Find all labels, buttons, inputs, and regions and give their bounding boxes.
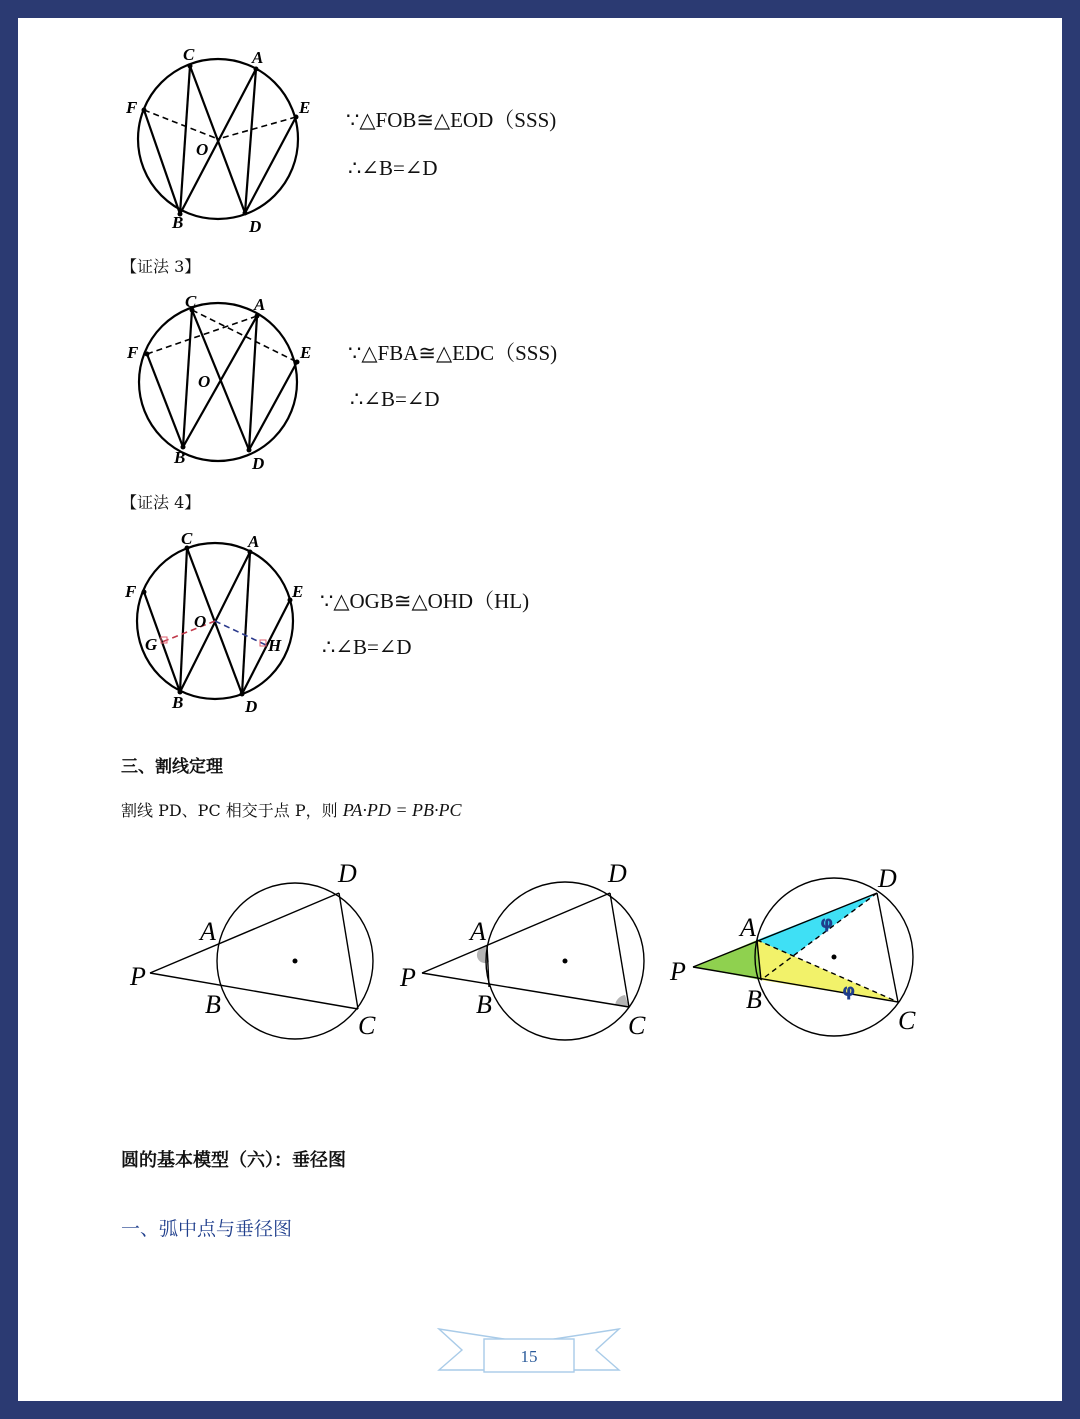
fig1-label-c: C — [358, 1011, 376, 1040]
triangle-pab — [693, 940, 761, 980]
point-label-d: D — [249, 217, 262, 236]
point-label-o: O — [198, 372, 211, 391]
fig2-label-d: D — [608, 859, 627, 888]
fig1-label-p: P — [130, 962, 146, 991]
circle-figure-proof-2 — [118, 46, 348, 256]
subsection-title: 一、弧中点与垂径图 — [121, 1218, 293, 1240]
fig3-label-c: C — [898, 1006, 916, 1035]
fig3-label-b: B — [746, 985, 762, 1014]
secant-figures — [18, 838, 1062, 1078]
circle-figure-proof-4 — [118, 523, 348, 733]
proof-2-statement: ∵△FOB≅△EOD（SSS) — [346, 108, 557, 132]
point-label-o: O — [196, 140, 209, 159]
proof-3-statement: ∵△FBA≅△EDC（SSS) — [348, 341, 558, 365]
point-label-e: E — [300, 343, 312, 362]
fig2-label-p: P — [400, 963, 416, 992]
point-label-e: E — [292, 582, 304, 601]
fig3-label-a: A — [740, 913, 756, 942]
proof-3-conclusion: ∴∠B=∠D — [350, 387, 440, 411]
fig2-label-b: B — [476, 990, 492, 1019]
point-label-f: F — [126, 98, 138, 117]
secant-formula: PA·PD = PB·PC — [342, 800, 462, 820]
point-label-b: B — [172, 693, 184, 712]
secant-theorem — [121, 798, 462, 821]
point-label-d: D — [252, 454, 265, 473]
fig2-label-a: A — [470, 917, 486, 946]
proof-4-statement: ∵△OGB≅△OHD（HL) — [320, 589, 530, 613]
fig3-label-d: D — [878, 864, 897, 893]
angle-phi-lower: φ — [842, 981, 856, 1001]
point-label-c: C — [181, 529, 193, 548]
secant-theorem-text: 割线 PD、PC 相交于点 P，则 — [121, 801, 338, 820]
point-label-a: A — [254, 295, 266, 314]
point-label-a: A — [248, 532, 260, 551]
point-label-a: A — [252, 48, 264, 67]
point-label-b: B — [172, 213, 184, 232]
point-label-d: D — [245, 697, 258, 716]
document-page — [18, 18, 1062, 1401]
fig2-label-c: C — [628, 1011, 646, 1040]
page-number-ribbon — [436, 1326, 622, 1380]
proof-3-heading: 【证法 3】 — [121, 257, 201, 276]
fig1-label-a: A — [200, 917, 216, 946]
proof-4-heading: 【证法 4】 — [121, 493, 201, 512]
page-number: 15 — [520, 1347, 538, 1366]
point-label-g: G — [145, 635, 158, 654]
secant-figure-3 — [693, 878, 913, 1036]
secant-figure-2 — [422, 882, 644, 1040]
secant-heading: 三、割线定理 — [121, 757, 223, 777]
circle-figure-proof-3 — [118, 286, 348, 496]
secant-figure-1 — [150, 883, 373, 1039]
fig1-label-d: D — [338, 859, 357, 888]
point-label-c: C — [183, 46, 195, 64]
point-label-b: B — [174, 448, 186, 467]
angle-phi-upper: φ — [820, 913, 834, 933]
point-label-e: E — [299, 98, 311, 117]
point-label-o: O — [194, 612, 207, 631]
model-title: 圆的基本模型（六）：垂径图 — [121, 1150, 346, 1171]
point-label-f: F — [125, 582, 137, 601]
fig1-label-b: B — [205, 990, 221, 1019]
point-label-f: F — [127, 343, 139, 362]
point-label-h: H — [268, 636, 282, 655]
proof-2-conclusion: ∴∠B=∠D — [348, 156, 438, 180]
proof-4-conclusion: ∴∠B=∠D — [322, 635, 412, 659]
fig3-label-p: P — [670, 957, 686, 986]
point-label-c: C — [185, 292, 197, 311]
